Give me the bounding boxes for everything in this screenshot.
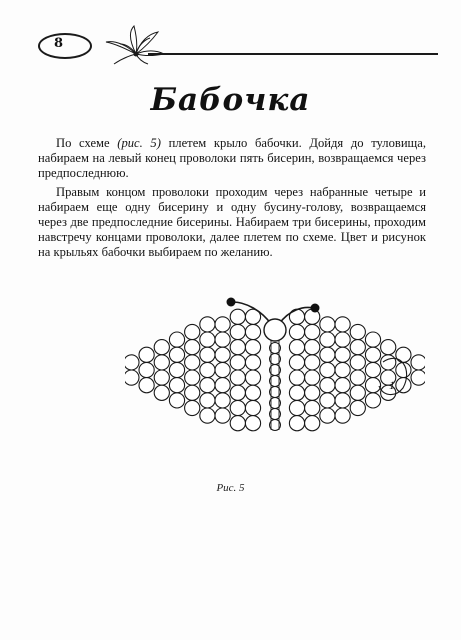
wing-bead [169, 347, 184, 362]
wing-bead [230, 416, 245, 431]
flower-ornament-icon [98, 24, 168, 66]
wing-bead [215, 378, 230, 393]
wing-bead [335, 332, 350, 347]
header-rule [148, 53, 438, 55]
wing-bead [350, 340, 365, 355]
wing-bead [125, 370, 139, 385]
wing-bead [335, 317, 350, 332]
wing-bead [350, 400, 365, 415]
wing-bead [350, 355, 365, 370]
wing-bead [185, 400, 200, 415]
wing-bead [320, 347, 335, 362]
wing-bead [305, 355, 320, 370]
wing-bead [185, 370, 200, 385]
wing-bead [169, 362, 184, 377]
wing-bead [230, 355, 245, 370]
wing-bead [139, 362, 154, 377]
wing-bead [169, 393, 184, 408]
wing-bead [215, 317, 230, 332]
wing-bead [230, 385, 245, 400]
wing-bead [245, 385, 260, 400]
wing-bead [320, 362, 335, 377]
wing-bead [169, 378, 184, 393]
wing-bead [200, 347, 215, 362]
wing-bead [289, 385, 304, 400]
figure-callout-label: 1 [389, 378, 395, 392]
wing-bead [200, 408, 215, 423]
antenna-tip [227, 298, 236, 307]
wing-bead [245, 400, 260, 415]
wing-bead [305, 340, 320, 355]
wing-bead [185, 340, 200, 355]
page-number: 8 [54, 36, 64, 51]
wing-bead [230, 324, 245, 339]
wing-bead [154, 355, 169, 370]
wing-bead [154, 385, 169, 400]
figure-caption: Рис. 5 [216, 482, 245, 494]
wing-bead [154, 370, 169, 385]
page-header [30, 24, 438, 64]
wing-bead [185, 324, 200, 339]
wing-bead [365, 332, 380, 347]
paragraph-1: По схеме (рис. 5) плетем крыло бабочки. Дойдя до туловища, набираем на левый конец проволоки пять бисерин, возвращаемся через предпоследнюю. [38, 136, 426, 181]
wing-bead [350, 385, 365, 400]
wing-bead [335, 362, 350, 377]
wing-bead [305, 324, 320, 339]
wing-bead [381, 340, 396, 355]
wing-bead [320, 393, 335, 408]
wing-bead [215, 347, 230, 362]
wing-bead [245, 324, 260, 339]
wing-bead [365, 362, 380, 377]
wing-bead [154, 340, 169, 355]
wing-bead [215, 332, 230, 347]
wing-bead [350, 370, 365, 385]
wing-bead [185, 385, 200, 400]
wing-bead [305, 400, 320, 415]
wing-bead [305, 385, 320, 400]
paragraph-2: Правым концом проволоки проходим через набранные четыре и набираем еще одну бисерину и одну бусину-голову, возвращаемся через две предпоследние бисерины. Набираем три бисерины, проходим навстречу концами проволоки, далее плетем по схеме. Цвет и рисунок на крыльях бабочки выбираем по желанию. [38, 184, 426, 260]
wing-bead [396, 362, 411, 377]
wing-bead [305, 370, 320, 385]
wing-bead [185, 355, 200, 370]
wing-bead [245, 416, 260, 431]
butterfly-bead-diagram [125, 290, 425, 450]
antenna-tip [311, 304, 320, 313]
wing-bead [320, 408, 335, 423]
wing-bead [289, 340, 304, 355]
page-number-oval [38, 33, 92, 59]
wing-bead [289, 324, 304, 339]
wing-bead [139, 378, 154, 393]
wing-bead [200, 317, 215, 332]
figure-reference: (рис. 5) [117, 136, 161, 150]
wing-bead [215, 393, 230, 408]
wing-bead [350, 324, 365, 339]
wing-bead [230, 370, 245, 385]
wing-bead [320, 332, 335, 347]
wing-bead [200, 378, 215, 393]
wing-bead [335, 393, 350, 408]
wing-bead [396, 378, 411, 393]
wing-bead [230, 309, 245, 324]
wing-bead [200, 332, 215, 347]
wing-bead [320, 378, 335, 393]
head-bead [264, 319, 286, 341]
wing-bead [125, 355, 139, 370]
wing-bead [245, 355, 260, 370]
left-wing [125, 309, 261, 431]
wing-bead [230, 400, 245, 415]
wing-bead [230, 340, 245, 355]
wing-bead [365, 393, 380, 408]
wing-bead [411, 370, 425, 385]
wing-bead [215, 408, 230, 423]
wing-bead [335, 347, 350, 362]
wing-bead [215, 362, 230, 377]
wing-bead [335, 378, 350, 393]
wing-bead [335, 408, 350, 423]
wing-bead [320, 317, 335, 332]
wing-bead [169, 332, 184, 347]
wing-bead [200, 393, 215, 408]
wing-bead [396, 347, 411, 362]
body-text [38, 136, 426, 264]
wing-bead [381, 355, 396, 370]
page-title: Бабочка [150, 82, 311, 118]
wing-bead [245, 340, 260, 355]
wing-bead [305, 416, 320, 431]
wing-bead [200, 362, 215, 377]
wing-bead [139, 347, 154, 362]
wing-bead [245, 370, 260, 385]
wing-bead [365, 347, 380, 362]
wing-bead [365, 378, 380, 393]
right-wing [289, 309, 425, 431]
wing-bead [289, 370, 304, 385]
wing-bead [289, 400, 304, 415]
wing-bead [289, 355, 304, 370]
wing-bead [411, 355, 425, 370]
wing-bead [289, 416, 304, 431]
